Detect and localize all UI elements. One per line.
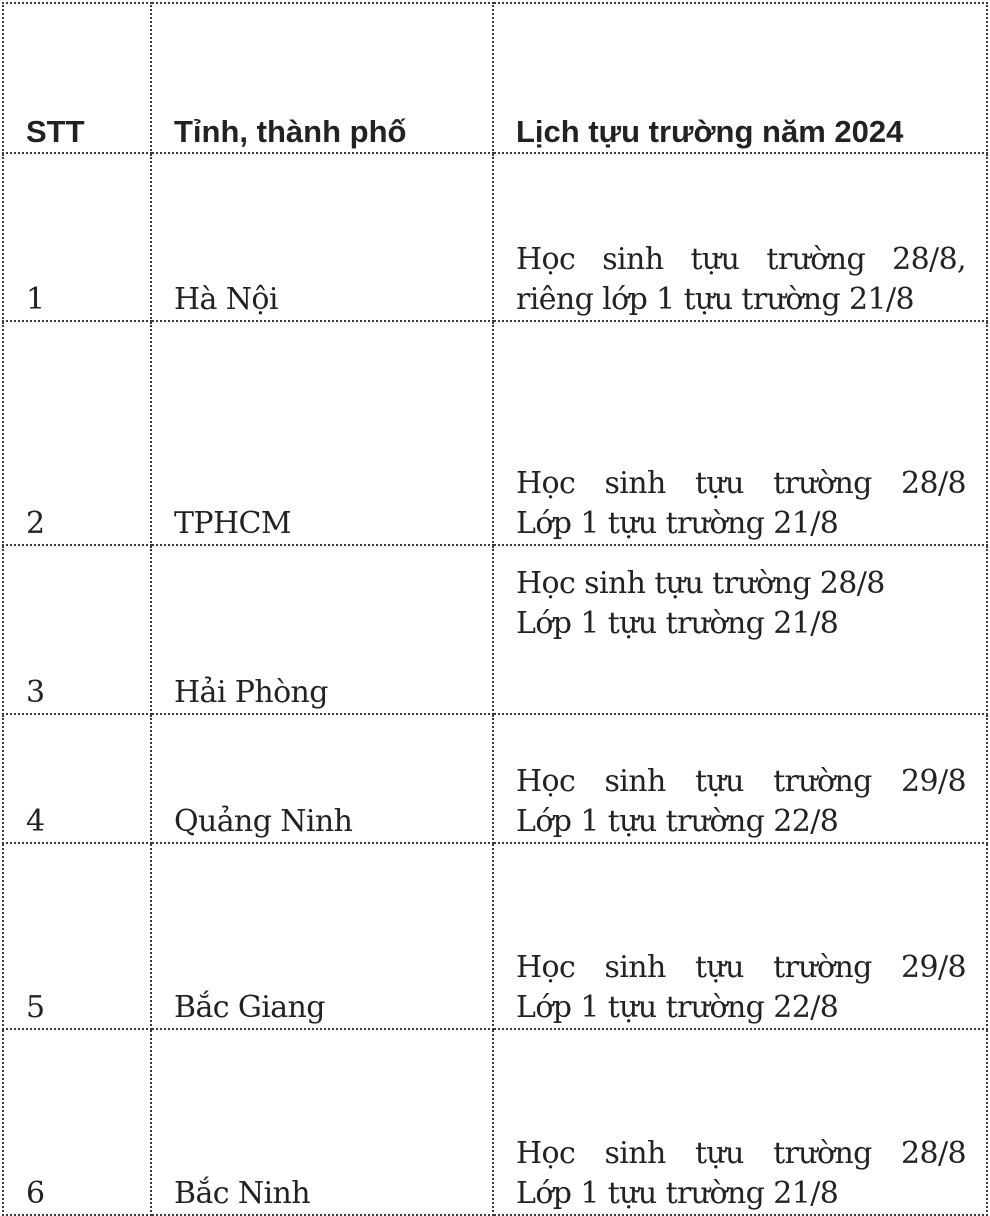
schedule-line-students: Học sinh tựu trường 29/8 bbox=[516, 764, 966, 799]
schedule-line-grade1: Lớp 1 tựu trường 22/8 bbox=[516, 804, 839, 839]
row-province: Bắc Giang bbox=[151, 843, 493, 1029]
row-province: Quảng Ninh bbox=[151, 714, 493, 843]
table-header-row bbox=[3, 3, 987, 153]
schedule-line-grade1: Lớp 1 tựu trường 21/8 bbox=[516, 1176, 839, 1211]
row-province: TPHCM bbox=[151, 321, 493, 545]
row-schedule bbox=[493, 843, 987, 1029]
table-row bbox=[3, 1029, 987, 1215]
schedule-line-students: Học sinh tựu trường 28/8 bbox=[516, 1136, 966, 1171]
table-row bbox=[3, 843, 987, 1029]
row-stt: 1 bbox=[3, 153, 151, 321]
header-province: Tỉnh, thành phố bbox=[151, 3, 493, 153]
schedule-line-grade1: Lớp 1 tựu trường 21/8 bbox=[516, 506, 839, 541]
row-province: Bắc Ninh bbox=[151, 1029, 493, 1215]
row-schedule bbox=[493, 545, 987, 714]
schedule-line-grade1: Lớp 1 tựu trường 22/8 bbox=[516, 990, 839, 1025]
schedule-line-students: Học sinh tựu trường 29/8 bbox=[516, 950, 966, 985]
row-stt: 4 bbox=[3, 714, 151, 843]
row-stt: 2 bbox=[3, 321, 151, 545]
table-row bbox=[3, 545, 987, 714]
row-schedule bbox=[493, 714, 987, 843]
row-schedule bbox=[493, 153, 987, 321]
row-schedule bbox=[493, 321, 987, 545]
header-stt: STT bbox=[3, 3, 151, 153]
table-row bbox=[3, 153, 987, 321]
school-schedule-table bbox=[2, 2, 988, 1216]
row-province: Hà Nội bbox=[151, 153, 493, 321]
row-schedule bbox=[493, 1029, 987, 1215]
schedule-line-grade1: Lớp 1 tựu trường 21/8 bbox=[516, 606, 839, 641]
schedule-line-students: Học sinh tựu trường 28/8 bbox=[516, 566, 885, 601]
header-schedule: Lịch tựu trường năm 2024 bbox=[493, 3, 987, 153]
row-province: Hải Phòng bbox=[151, 545, 493, 714]
row-stt: 5 bbox=[3, 843, 151, 1029]
schedule-line-students: Học sinh tựu trường 28/8 bbox=[516, 466, 966, 501]
row-stt: 6 bbox=[3, 1029, 151, 1215]
schedule-line-grade1: riêng lớp 1 tựu trường 21/8 bbox=[516, 282, 915, 317]
table-row bbox=[3, 714, 987, 843]
table-row bbox=[3, 321, 987, 545]
row-stt: 3 bbox=[3, 545, 151, 714]
schedule-line-students: Học sinh tựu trường 28/8, bbox=[516, 242, 966, 277]
